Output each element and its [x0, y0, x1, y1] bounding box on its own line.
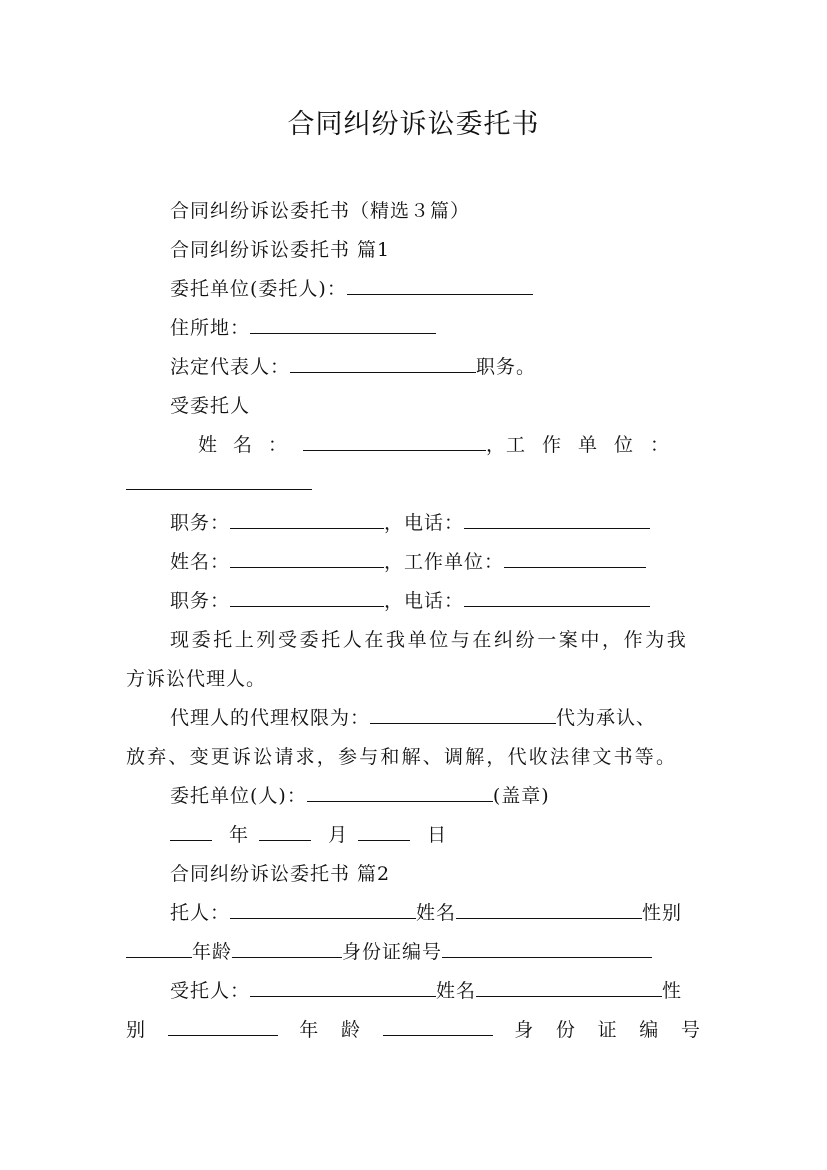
client-line-cont	[126, 939, 706, 965]
authority-blank	[370, 706, 556, 724]
date-line	[170, 822, 750, 848]
client-id-blank	[442, 940, 652, 958]
trustee-id-char-5: 号	[680, 1019, 701, 1041]
client-name-blank	[456, 901, 642, 919]
month-blank	[259, 823, 311, 841]
agent-heading-text: 受委托人	[170, 395, 251, 417]
authority-line	[170, 705, 750, 731]
agent1-name-label: 姓名：	[198, 434, 304, 456]
agent2-workplace-label: ，工作单位：	[384, 551, 505, 573]
agent1-phone-label: ，电话：	[384, 512, 465, 534]
agent1-phone-blank	[464, 511, 650, 529]
body-paragraph-1-text: 现委托上列受委托人在我单位与在纠纷一案中，作为我	[170, 629, 689, 651]
trustee-id-char-1: 身	[514, 1019, 535, 1041]
principal-blank	[347, 277, 533, 295]
agent2-phone-label: ，电话：	[384, 590, 465, 612]
agent1-name-line	[198, 432, 686, 458]
client-label: 托人：	[170, 902, 231, 924]
day-blank	[358, 823, 410, 841]
section-heading-2-text: 合同纠纷诉讼委托书 篇2	[170, 863, 391, 885]
trustee-age-blank	[383, 1018, 493, 1036]
seal-label: (盖章)	[492, 785, 550, 807]
trustee-name-label: 姓名	[436, 980, 477, 1002]
client-blank	[230, 901, 416, 919]
legal-rep-line	[170, 354, 750, 380]
trustee-gender-label-part2: 别	[126, 1019, 147, 1041]
agent1-workplace-label: 工作单位：	[505, 434, 686, 456]
agent2-position-blank	[230, 589, 384, 607]
authority-cont-text: 放弃、变更诉讼请求，参与和解、调解，代收法律文书等。	[126, 746, 678, 768]
trustee-label: 受托人：	[170, 980, 251, 1002]
trustee-name-blank	[476, 979, 662, 997]
client-name-label: 姓名	[416, 902, 457, 924]
signature-line	[170, 783, 750, 809]
legal-rep-blank	[290, 355, 476, 373]
client-gender-label: 性别	[642, 902, 683, 924]
year-label: 年	[229, 824, 250, 846]
trustee-age-char-2: 龄	[340, 1019, 361, 1041]
client-age-blank	[232, 940, 342, 958]
agent-heading	[170, 393, 750, 419]
agent1-position-label: 职务：	[170, 512, 231, 534]
address-line	[170, 315, 750, 341]
address-blank	[250, 316, 436, 334]
authority-text: 代为承认、	[556, 707, 657, 729]
subtitle-text: 合同纠纷诉讼委托书（精选３篇）	[170, 200, 471, 222]
client-id-label: 身份证编号	[342, 941, 443, 963]
body-paragraph-1-cont	[126, 666, 706, 692]
signature-label: 委托单位(人)：	[170, 785, 307, 807]
section-heading-2	[170, 861, 750, 887]
agent2-name-line	[170, 549, 750, 575]
trustee-age-char-1: 年	[299, 1019, 320, 1041]
comma: ，	[485, 434, 506, 456]
trustee-line-cont	[126, 1017, 701, 1043]
authority-label: 代理人的代理权限为：	[170, 707, 371, 729]
trustee-gender-label-part1: 性	[662, 980, 683, 1002]
trustee-id-char-4: 编	[639, 1019, 660, 1041]
signature-blank	[307, 784, 493, 802]
address-label: 住所地：	[170, 317, 251, 339]
document-title: 合同纠纷诉讼委托书	[287, 109, 540, 140]
trustee-blank	[250, 979, 436, 997]
client-gender-blank	[126, 940, 192, 958]
client-age-label: 年龄	[192, 941, 233, 963]
trustee-line	[170, 978, 750, 1004]
body-paragraph-1	[170, 627, 750, 653]
agent1-position-blank	[230, 511, 384, 529]
client-line	[170, 900, 750, 926]
principal-line	[170, 276, 750, 302]
agent1-name-blank	[303, 433, 486, 451]
legal-rep-position-label: 职务。	[476, 356, 537, 378]
section-heading-1	[170, 237, 750, 263]
agent2-name-label: 姓名：	[170, 551, 231, 573]
agent2-phone-blank	[464, 589, 650, 607]
agent2-name-blank	[230, 550, 384, 568]
year-blank	[170, 823, 212, 841]
day-label: 日	[427, 824, 448, 846]
agent2-workplace-blank	[504, 550, 646, 568]
agent2-position-line	[170, 588, 750, 614]
body-paragraph-1-cont-text: 方诉讼代理人。	[126, 668, 267, 690]
authority-cont	[126, 744, 706, 770]
month-label: 月	[328, 824, 349, 846]
trustee-gender-blank	[168, 1018, 278, 1036]
agent1-position-line	[170, 510, 750, 536]
trustee-id-char-3: 证	[597, 1019, 618, 1041]
agent2-position-label: 职务：	[170, 590, 231, 612]
agent1-workplace-blank	[126, 472, 312, 490]
legal-rep-label: 法定代表人：	[170, 356, 291, 378]
principal-label: 委托单位(委托人)：	[170, 278, 347, 300]
agent1-workplace-continued	[126, 471, 706, 497]
section-heading-1-text: 合同纠纷诉讼委托书 篇1	[170, 239, 391, 261]
subtitle-line	[170, 198, 750, 224]
trustee-id-char-2: 份	[555, 1019, 576, 1041]
